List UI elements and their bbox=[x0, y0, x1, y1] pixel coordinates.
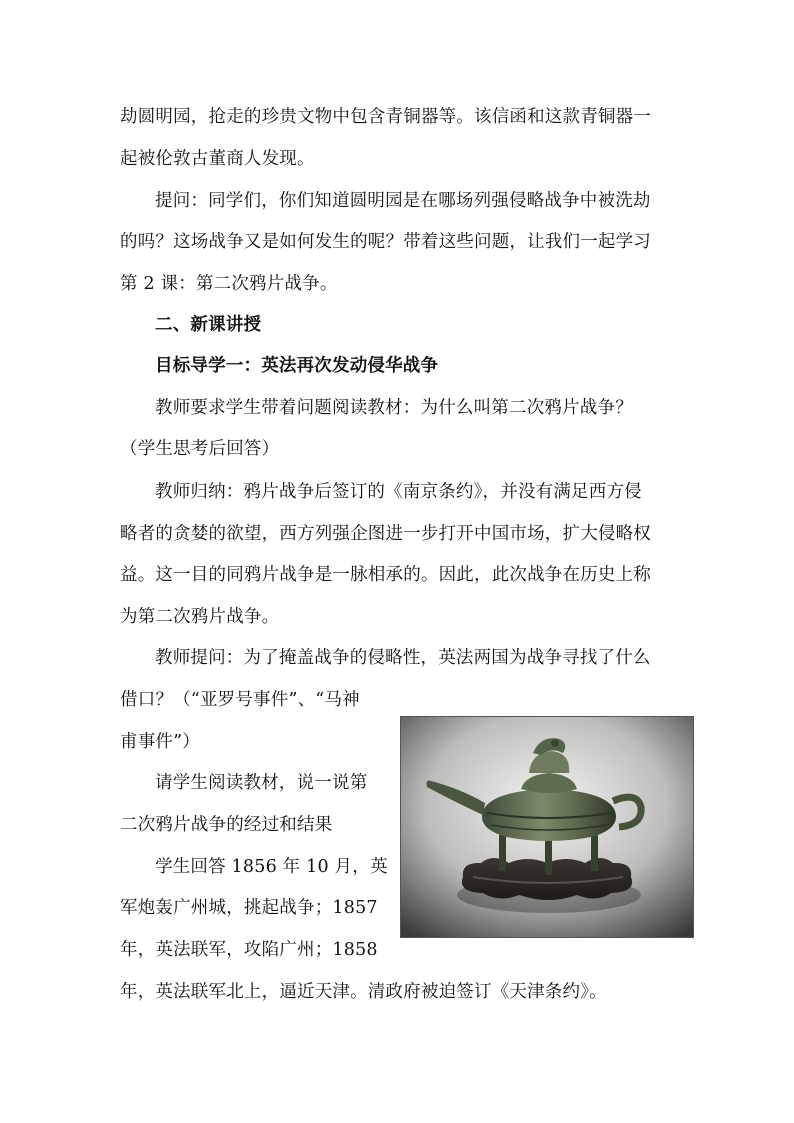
section-heading: 二、新课讲授 bbox=[155, 315, 262, 335]
text-line: 起被伦敦古董商人发现。 bbox=[120, 149, 315, 169]
text-line: （学生思考后回答） bbox=[120, 439, 280, 459]
text-line: 请学生阅读教材，说一说第 bbox=[155, 773, 368, 793]
text-line: 军炮轰广州城，挑起战争；1857 bbox=[120, 898, 378, 918]
bronze-vessel-photo bbox=[400, 716, 694, 938]
text-line: 甫事件”） bbox=[120, 732, 200, 752]
text-line: 提问：同学们，你们知道圆明园是在哪场列强侵略战争中被洗劫 bbox=[155, 191, 651, 211]
text-line: 为第二次鸦片战争。 bbox=[120, 607, 280, 627]
text-line: 教师提问：为了掩盖战争的侵略性，英法两国为战争寻找了什么 bbox=[155, 648, 651, 668]
text-line: 益。这一目的同鸦片战争是一脉相承的。因此，此次战争在历史上称 bbox=[120, 565, 651, 585]
text-line: 年，英法联军，攻陷广州；1858 bbox=[120, 940, 378, 960]
text-line: 二次鸦片战争的经过和结果 bbox=[120, 815, 333, 835]
text-line: 年，英法联军北上，逼近天津。清政府被迫签订《天津条约》。 bbox=[120, 982, 607, 1002]
subsection-heading: 目标导学一：英法再次发动侵华战争 bbox=[155, 356, 439, 376]
text-line: 劫圆明园，抢走的珍贵文物中包含青铜器等。该信函和这款青铜器一 bbox=[120, 107, 651, 127]
text-line: 教师归纳：鸦片战争后签订的《南京条约》，并没有满足西方侵 bbox=[155, 482, 642, 502]
text-line: 借口？（“亚罗号事件”、“马神 bbox=[120, 690, 360, 710]
text-line: 教师要求学生带着问题阅读教材：为什么叫第二次鸦片战争？ bbox=[155, 398, 633, 418]
text-line: 学生回答 1856 年 10 月，英 bbox=[155, 857, 388, 877]
text-line: 的吗？这场战争又是如何发生的呢？带着这些问题，让我们一起学习 bbox=[120, 232, 651, 252]
text-line: 第 2 课：第二次鸦片战争。 bbox=[120, 274, 338, 294]
text-line: 略者的贪婪的欲望，西方列强企图进一步打开中国市场，扩大侵略权 bbox=[120, 524, 651, 544]
